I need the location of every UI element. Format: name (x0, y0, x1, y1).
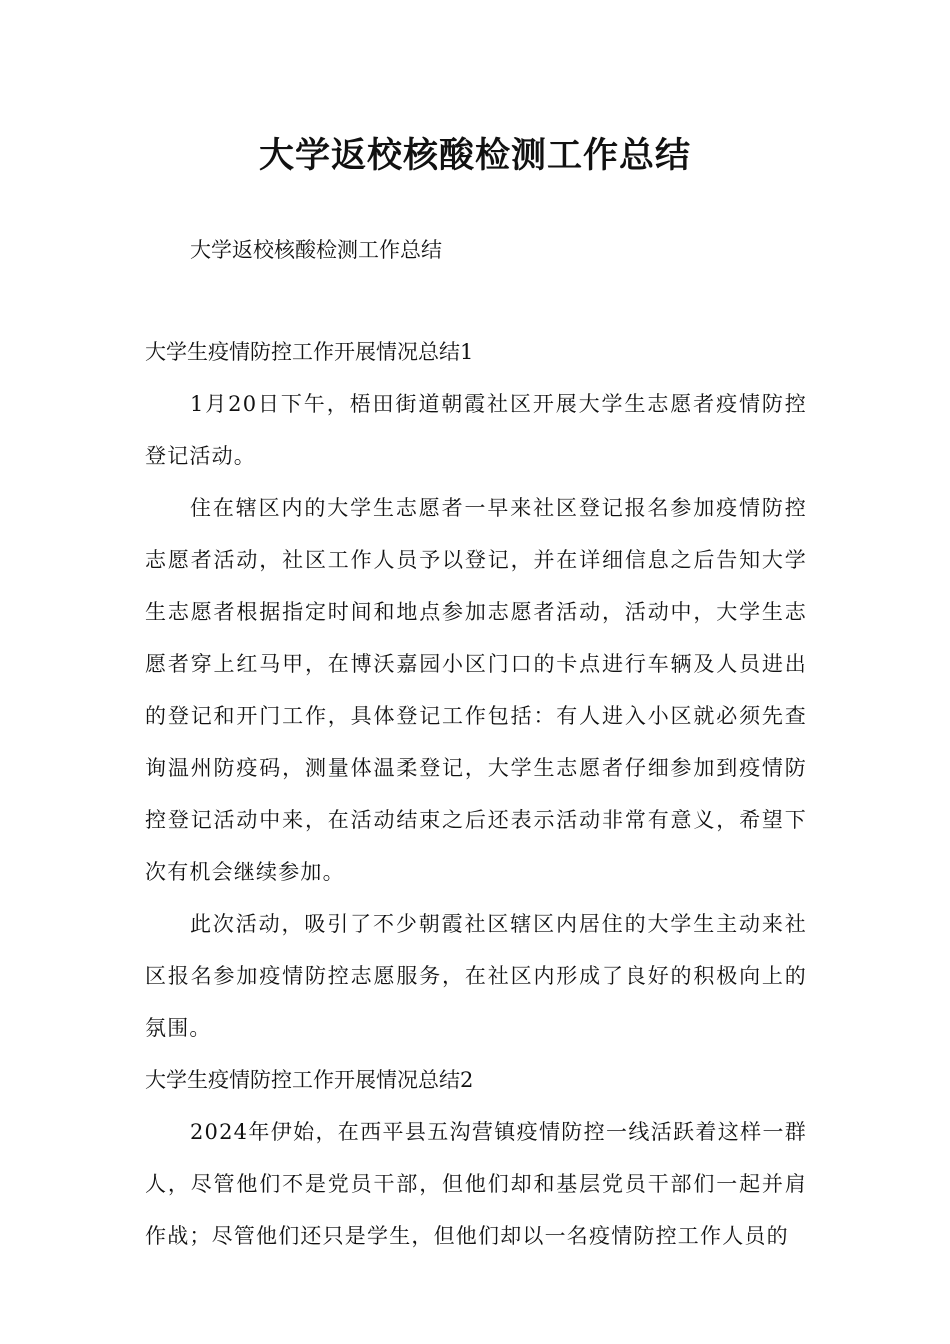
paragraph: 2024年伊始，在西平县五沟营镇疫情防控一线活跃着这样一群人，尽管他们不是党员干部，但他们却和基层党员干部们一起并肩作战；尽管他们还只是学生，但他们却以一名疫情防控工作人员的 (145, 1120, 807, 1248)
section-heading-2: 大学生疫情防控工作开展情况总结2 (145, 1068, 474, 1092)
document-body (145, 326, 807, 1262)
document-subtitle: 大学返校核酸检测工作总结 (190, 238, 442, 262)
paragraph: 此次活动，吸引了不少朝霞社区辖区内居住的大学生主动来社区报名参加疫情防控志愿服务，在社区内形成了良好的积极向上的氛围。 (145, 912, 807, 1040)
section-heading-1: 大学生疫情防控工作开展情况总结1 (145, 340, 474, 364)
paragraph: 1月20日下午，梧田街道朝霞社区开展大学生志愿者疫情防控登记活动。 (145, 392, 807, 468)
paragraph: 住在辖区内的大学生志愿者一早来社区登记报名参加疫情防控志愿者活动，社区工作人员予以登记，并在详细信息之后告知大学生志愿者根据指定时间和地点参加志愿者活动，活动中，大学生志愿者穿上红马甲，在博沃嘉园小区门口的卡点进行车辆及人员进出的登记和开门工作，具体登记工作包括：有人进入小区就必须先查询温州防疫码，测量体温柔登记，大学生志愿者仔细参加到疫情防控登记活动中来，在活动结束之后还表示活动非常有意义，希望下次有机会继续参加。 (145, 496, 807, 884)
document-title: 大学返校核酸检测工作总结 (258, 136, 691, 176)
